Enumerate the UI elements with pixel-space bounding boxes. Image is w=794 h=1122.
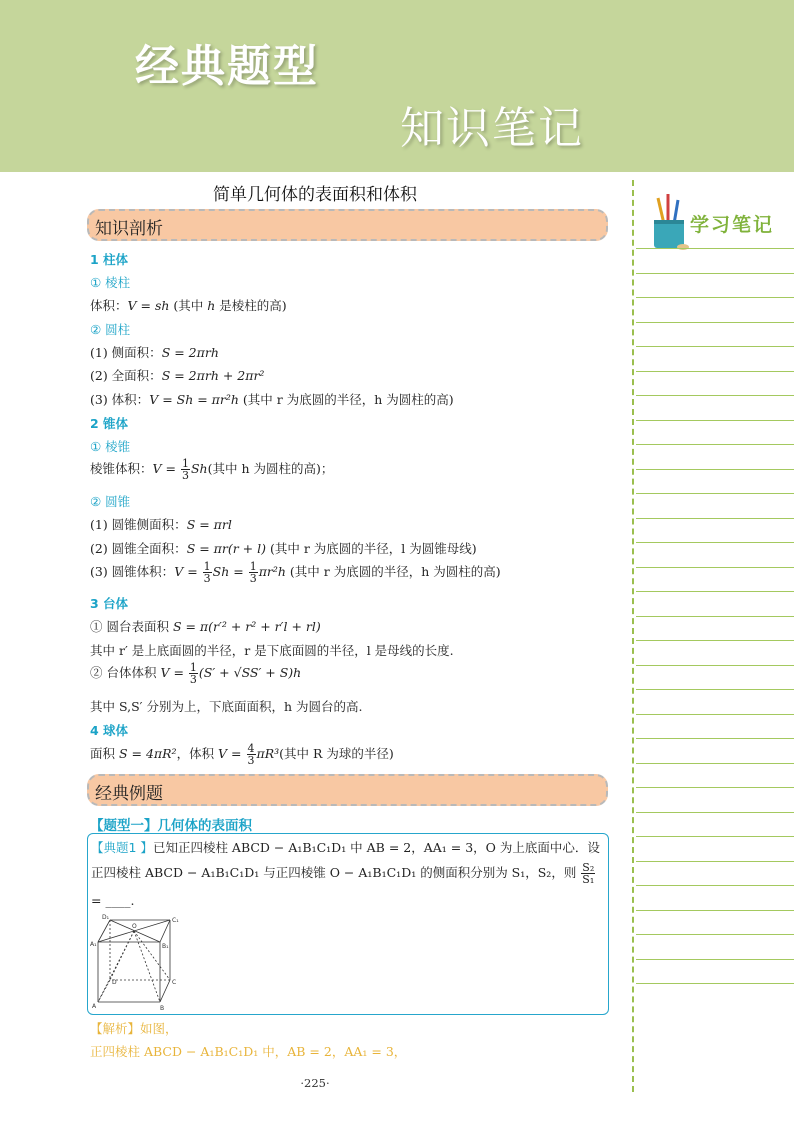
note-line [636, 714, 794, 715]
knowledge-banner-label: 知识剖析 [95, 219, 163, 239]
note-line [636, 665, 794, 666]
note-line [636, 861, 794, 862]
prism-volume-line: 体积：V = sh (其中 h 是棱柱的高) [90, 298, 287, 313]
note-line [636, 444, 794, 445]
note-line [636, 273, 794, 274]
page-number: ·225· [300, 1076, 330, 1090]
header-title-top: 经典题型 [135, 41, 319, 92]
label-A: A [92, 1003, 97, 1010]
subsection-cone: ② 圆锥 [90, 494, 131, 509]
page-header [0, 0, 794, 172]
note-line [636, 640, 794, 641]
sphere-line: 面积 S = 4πR²，体积 V = $\frac{4}{3}$ πR³(其中 R 为球的半径) [90, 742, 394, 767]
example-label: 【典题1 】 [91, 840, 153, 855]
subsection-prism: ① 棱柱 [90, 275, 131, 290]
pyramid-volume-line: 棱锥体积：V = $\frac{1}{3}$ Sh(其中 h 为圆柱的高)； [90, 457, 334, 482]
cylinder-lateral-line: (1) 侧面积：S = 2πrh [90, 345, 219, 360]
note-line [636, 371, 794, 372]
note-line [636, 836, 794, 837]
note-line [636, 567, 794, 568]
note-line [636, 787, 794, 788]
note-line [636, 910, 794, 911]
subsection-cylinder: ② 圆柱 [90, 322, 131, 337]
sidebar-title: 学习笔记 [690, 214, 775, 236]
note-line [636, 395, 794, 396]
examples-banner-label: 经典例题 [95, 784, 163, 804]
example-line-2: 正四棱柱 ABCD − A₁B₁C₁D₁ 与正四棱锥 O − A₁B₁C₁D₁ 的侧面积分别为 S₁，S₂，则 $\frac{\text{S₂}}{\text{S₁}}$ [91, 861, 595, 886]
note-line [636, 469, 794, 470]
frustum-volume-line: ② 台体体积 V = $\frac{1}{3}$ (S′ + √SS′ + S)h [90, 661, 302, 686]
note-line [636, 248, 794, 249]
fraction: $\frac{1}{3}$ [181, 457, 189, 482]
label-B1: B₁ [162, 943, 169, 950]
note-line [636, 542, 794, 543]
example-category: 【题型一】几何体的表面积 [90, 818, 252, 834]
knowledge-banner [87, 209, 608, 241]
note-line [636, 812, 794, 813]
note-line [636, 983, 794, 984]
note-line [636, 934, 794, 935]
label-D1: D₁ [102, 914, 110, 921]
note-line [636, 763, 794, 764]
label-D: D [112, 979, 117, 986]
label-O: O [132, 923, 137, 930]
section-frustum: 3 台体 [90, 596, 129, 611]
cone-lateral-line: (1) 圆锥侧面积：S = πrl [90, 517, 232, 532]
examples-banner [87, 774, 608, 806]
note-line [636, 346, 794, 347]
cone-total-line: (2) 圆锥全面积：S = πr(r + l) (其中 r 为底圆的半径，l 为圆锥母线) [90, 541, 477, 556]
prism-figure [90, 912, 190, 1012]
note-line [636, 959, 794, 960]
label-A1: A₁ [90, 941, 97, 948]
cylinder-volume-line: (3) 体积：V = Sh = πr²h (其中 r 为底圆的半径，h 为圆柱的高) [90, 392, 454, 407]
frustum-surface-line: ① 圆台表面积 S = π(r′² + r² + r′l + rl) [90, 619, 321, 634]
note-line [636, 689, 794, 690]
sidebar-divider [632, 180, 634, 1092]
section-cone-pyramid: 2 锥体 [90, 416, 129, 431]
solution-line-1: 【解析】如图， [90, 1021, 178, 1036]
section-prism-cylinder: 1 柱体 [90, 252, 129, 267]
example-line-1: 【典题1 】已知正四棱柱 ABCD − A₁B₁C₁D₁ 中 AB = 2，AA₁ = 3，O 为上底面中心．设 [91, 840, 600, 855]
pencil-cup-icon [648, 192, 690, 252]
label-B: B [160, 1005, 165, 1012]
label-C1: C₁ [172, 917, 179, 924]
solution-line-2: 正四棱柱 ABCD − A₁B₁C₁D₁ 中，AB = 2，AA₁ = 3， [90, 1044, 407, 1059]
note-line [636, 493, 794, 494]
label-C: C [172, 979, 177, 986]
note-line [636, 885, 794, 886]
subsection-pyramid: ① 棱锥 [90, 439, 131, 454]
note-line [636, 616, 794, 617]
frustum-note2-line: 其中 S,S′ 分别为上，下底面面积，h 为圆台的高. [90, 699, 363, 714]
note-line [636, 322, 794, 323]
example-line-3: = ____. [91, 893, 135, 908]
note-line [636, 297, 794, 298]
note-line [636, 738, 794, 739]
cone-volume-line: (3) 圆锥体积：V = $\frac{1}{3}$ Sh = $\frac{1}{3}$ πr²h (其中 r 为底圆的半径，h 为圆柱的高) [90, 560, 501, 585]
header-title-bottom: 知识笔记 [400, 103, 584, 154]
note-line [636, 518, 794, 519]
frustum-note-line: 其中 r′ 是上底面圆的半径，r 是下底面圆的半径，l 是母线的长度. [90, 643, 454, 658]
section-sphere: 4 球体 [90, 723, 129, 738]
page-title: 简单几何体的表面积和体积 [213, 185, 417, 205]
cylinder-total-line: (2) 全面积：S = 2πrh + 2πr² [90, 368, 265, 383]
note-line [636, 591, 794, 592]
note-line [636, 420, 794, 421]
